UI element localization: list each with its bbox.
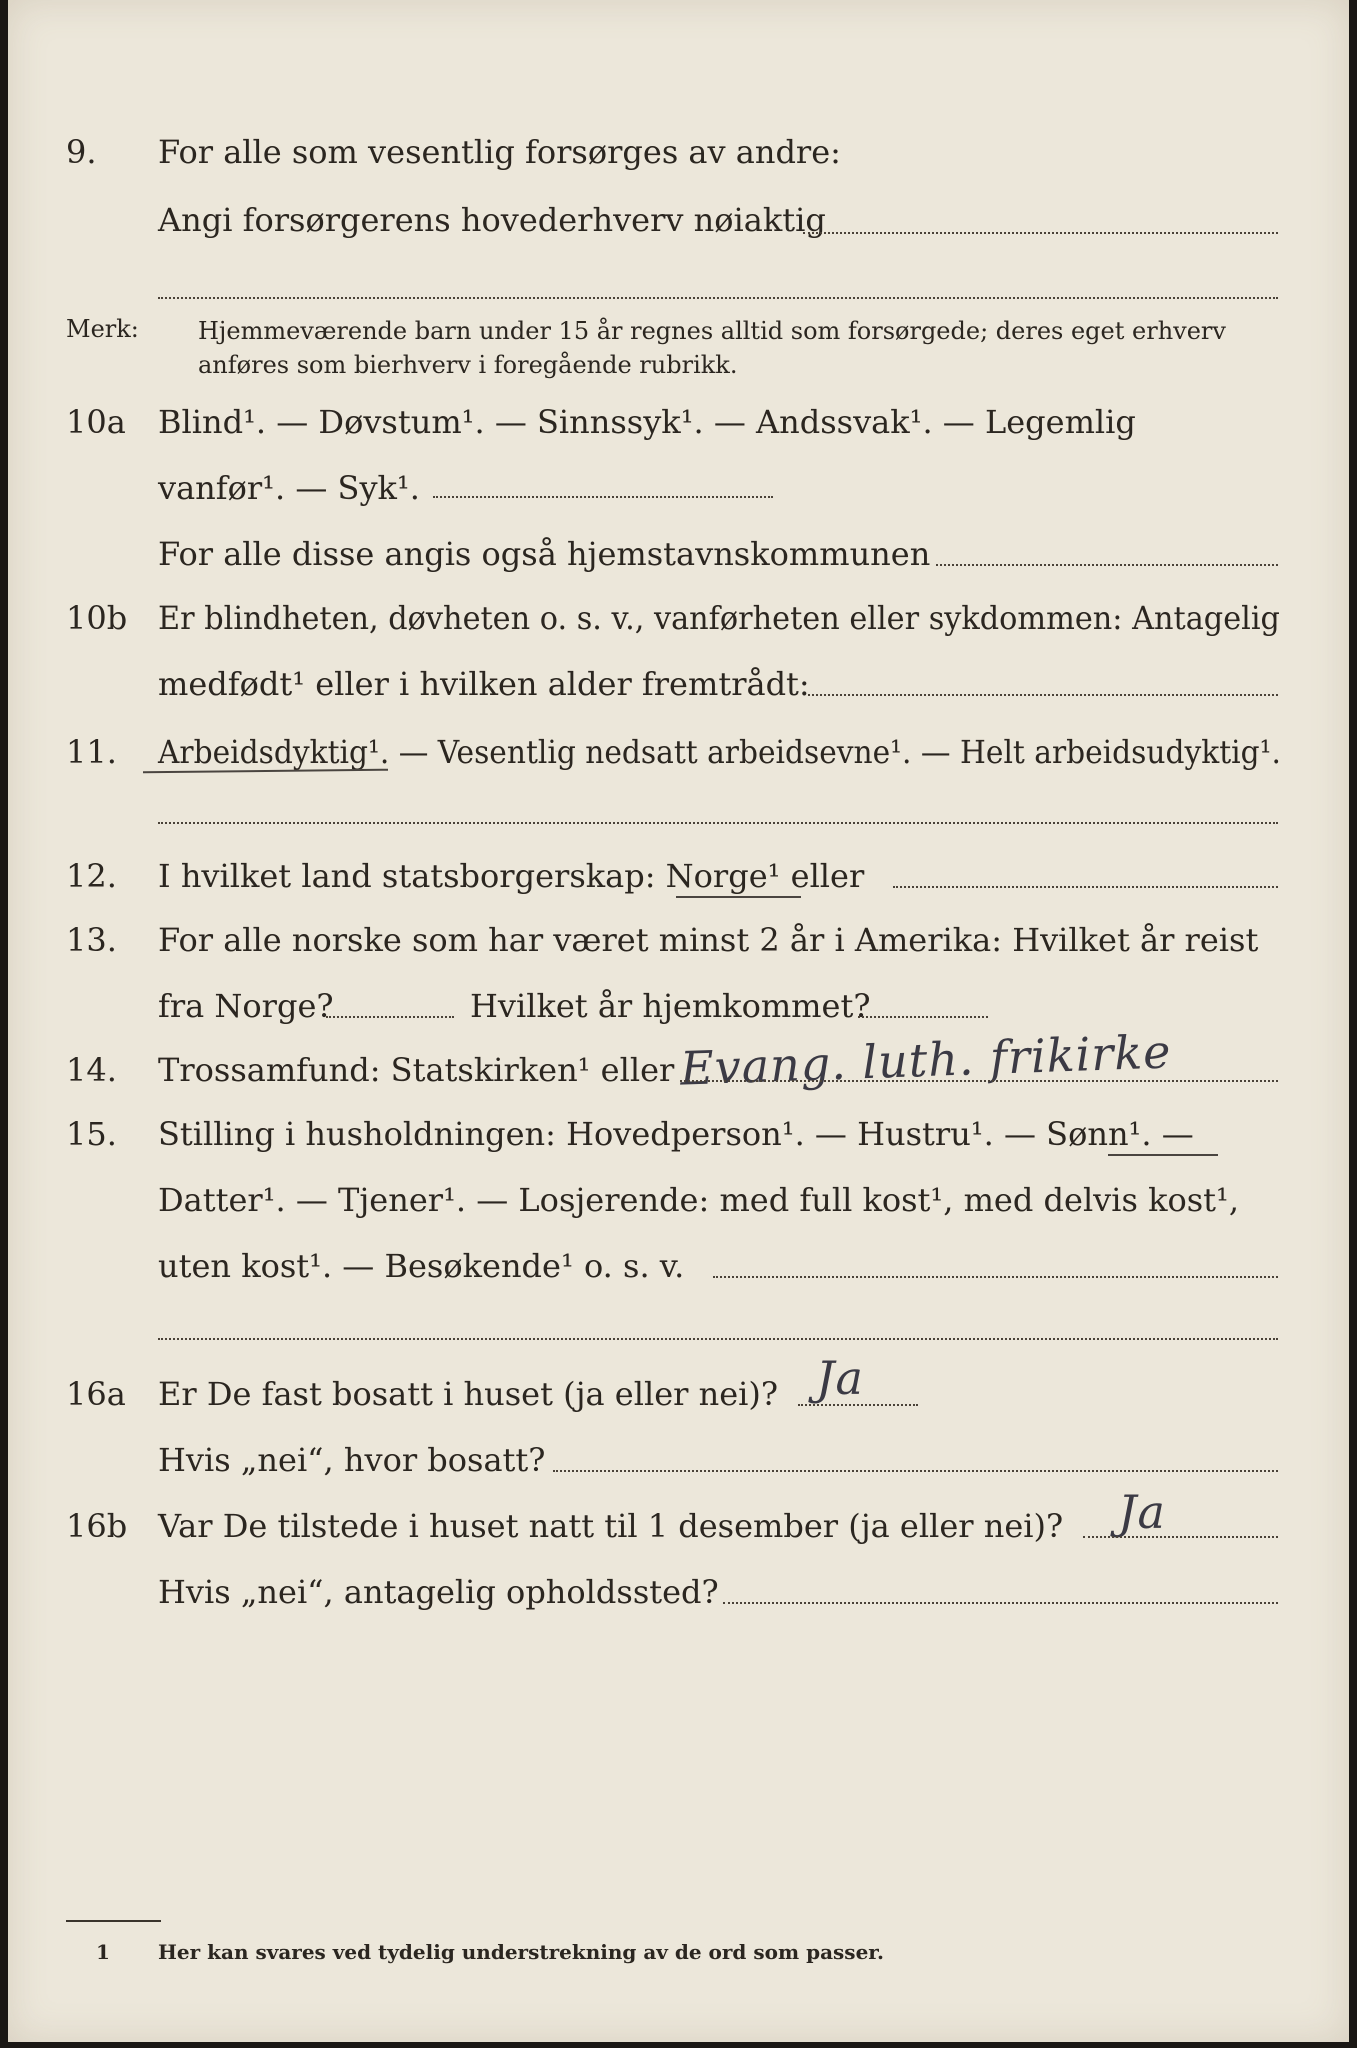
- q16b-answer-line[interactable]: [1083, 1536, 1278, 1538]
- q13-departure-year-line[interactable]: [326, 1016, 454, 1018]
- q16b-number: 16b: [66, 1507, 128, 1545]
- footnote-text: Her kan svares ved tydelig understrekning av de ord som passer.: [158, 1940, 884, 1964]
- q15-number: 15.: [66, 1115, 117, 1153]
- q16b-whereabouts-line[interactable]: [723, 1602, 1278, 1604]
- q11-answer-line[interactable]: [158, 822, 1278, 824]
- q12-underline-norge: [676, 896, 801, 898]
- q16b-line2: Hvis „nei“, antagelig opholdssted?: [158, 1573, 719, 1611]
- q15-underline-sonn: [1108, 1154, 1218, 1156]
- q10b-line2: medfødt¹ eller i hvilken alder fremtrådt:: [158, 665, 810, 703]
- q16a-residence-line[interactable]: [553, 1470, 1278, 1472]
- q12-number: 12.: [66, 857, 117, 895]
- q9-number: 9.: [66, 133, 97, 171]
- q16a-handwritten-answer: Ja: [816, 1351, 864, 1405]
- q10b-number: 10b: [66, 599, 128, 637]
- q15-line2: Datter¹. — Tjener¹. — Losjerende: med full kost¹, med delvis kost¹,: [158, 1181, 1240, 1219]
- q14-handwritten-answer: Evang. luth. frikirke: [679, 1024, 1173, 1096]
- q15-answer-line-2[interactable]: [158, 1338, 1278, 1340]
- footnote-rule: [66, 1920, 161, 1922]
- q10a-number: 10a: [66, 403, 126, 441]
- q15-answer-line[interactable]: [713, 1276, 1278, 1278]
- census-form-page: [8, 0, 1349, 2042]
- q9-line2: Angi forsørgerens hovederhverv nøiaktig: [158, 201, 826, 239]
- q11-number: 11.: [66, 733, 117, 771]
- q15-line3: uten kost¹. — Besøkende¹ o. s. v.: [158, 1247, 685, 1285]
- q13-line2b: Hvilket år hjemkommet?: [470, 987, 871, 1025]
- q13-return-year-line[interactable]: [858, 1016, 988, 1018]
- q16a-line2: Hvis „nei“, hvor bosatt?: [158, 1441, 546, 1479]
- q9-answer-line[interactable]: [803, 232, 1278, 234]
- q15-line1: Stilling i husholdningen: Hovedperson¹. — Hustru¹. — Sønn¹. —: [158, 1115, 1194, 1153]
- q16a-line1: Er De fast bosatt i huset (ja eller nei)?: [158, 1375, 779, 1413]
- q16b-line1: Var De tilstede i huset natt til 1 desember (ja eller nei)?: [158, 1507, 1064, 1545]
- q10b-answer-line[interactable]: [808, 694, 1278, 696]
- q16a-number: 16a: [66, 1375, 126, 1413]
- q13-line1: For alle norske som har været minst 2 år i Amerika: Hvilket år reist: [158, 921, 1259, 959]
- q10b-line1: Er blindheten, døvheten o. s. v., vanførheten eller sykdommen: Antagelig: [158, 599, 1280, 637]
- q10a-hometown-line[interactable]: [936, 564, 1278, 566]
- q14-number: 14.: [66, 1051, 117, 1089]
- q16b-handwritten-answer: Ja: [1118, 1485, 1166, 1539]
- merk-line2: anføres som bierhverv i foregående rubrikk.: [198, 351, 738, 379]
- q9-line1: For alle som vesentlig forsørges av andre:: [158, 133, 841, 171]
- q13-line2a: fra Norge?: [158, 987, 334, 1025]
- q14-answer-line[interactable]: [680, 1080, 1278, 1082]
- q12-line1: I hvilket land statsborgerskap: Norge¹ eller: [158, 857, 865, 895]
- q13-number: 13.: [66, 921, 117, 959]
- q12-answer-line[interactable]: [893, 886, 1278, 888]
- q10a-answer-line[interactable]: [433, 496, 773, 498]
- footnote-mark: 1: [96, 1940, 110, 1964]
- merk-label: Merk:: [66, 315, 139, 343]
- q10a-line3: For alle disse angis også hjemstavnskommunen: [158, 535, 931, 573]
- q10a-line2: vanfør¹. — Syk¹.: [158, 469, 420, 507]
- q9-answer-line-2[interactable]: [158, 297, 1278, 299]
- merk-line1: Hjemmeværende barn under 15 år regnes alltid som forsørgede; deres eget erhverv: [198, 317, 1226, 345]
- q14-line1: Trossamfund: Statskirken¹ eller: [158, 1051, 675, 1089]
- q11-line1: Arbeidsdyktig¹. — Vesentlig nedsatt arbeidsevne¹. — Helt arbeidsudyktig¹.: [158, 733, 1281, 771]
- q10a-line1: Blind¹. — Døvstum¹. — Sinnssyk¹. — Andssvak¹. — Legemlig: [158, 403, 1136, 441]
- q16a-answer-line[interactable]: [798, 1404, 918, 1406]
